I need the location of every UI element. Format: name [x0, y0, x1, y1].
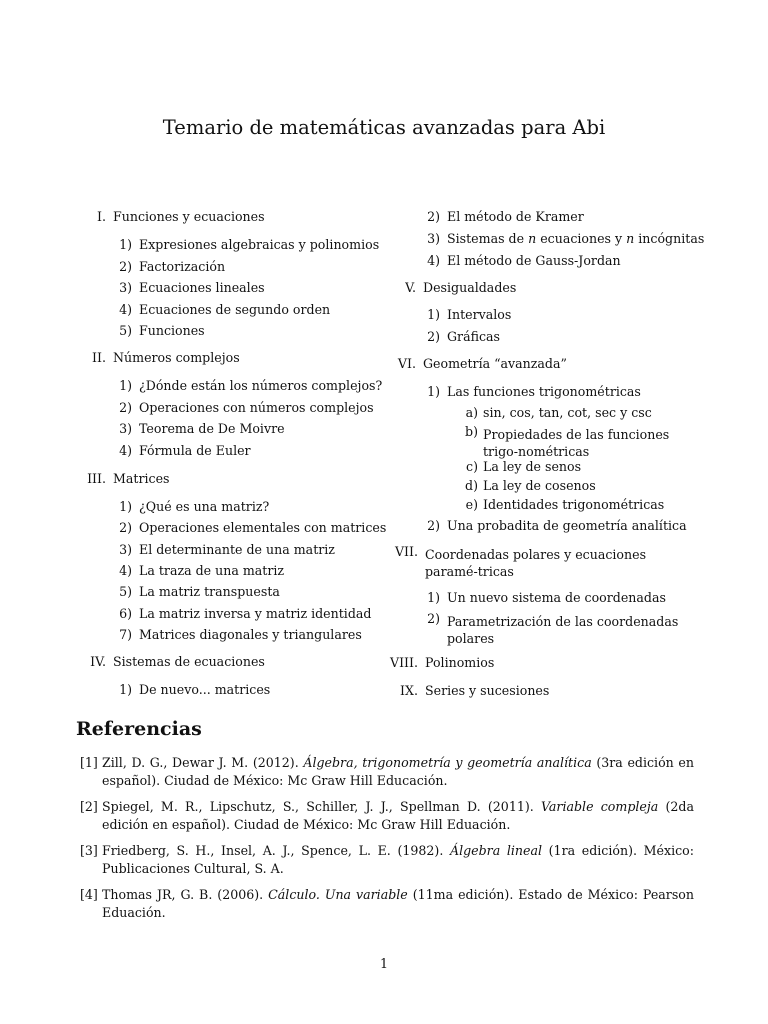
reference-item — [80, 886, 694, 922]
item-text: Ecuaciones lineales — [139, 280, 265, 295]
list-item — [420, 520, 687, 533]
item-text: ¿Qué es una matriz? — [139, 499, 270, 514]
reference-label: [1] — [80, 755, 98, 770]
item-text: Un nuevo sistema de coordenadas — [447, 590, 666, 605]
item-number: 4) — [119, 443, 132, 458]
item-text: sin, cos, tan, cot, sec y csc — [483, 405, 652, 420]
item-text: Matrices diagonales y triangulares — [139, 627, 362, 642]
section-heading — [384, 358, 567, 371]
list-item — [420, 592, 666, 605]
item-text: Parametrización de las coordenadas polares — [447, 614, 679, 646]
section-number: III. — [87, 471, 106, 486]
reference-details: (2da edición en español). Ciudad de México: Mc Graw Hill Eduación. — [102, 799, 694, 832]
reference-text — [102, 886, 694, 922]
item-text: Gráficas — [447, 329, 501, 344]
item-text: Fórmula de Euler — [139, 443, 251, 458]
section-number: V. — [405, 280, 416, 295]
math-variable: n — [528, 231, 537, 246]
item-number: 1) — [119, 682, 132, 697]
item-number: 2) — [427, 611, 440, 626]
reference-label: [3] — [80, 843, 98, 858]
reference-title: Álgebra, trigonometría y geometría analítica — [303, 755, 592, 770]
page-number: 1 — [379, 956, 388, 971]
item-number: 4) — [427, 253, 440, 268]
item-text: Identidades trigonométricas — [483, 497, 665, 512]
item-number: 1) — [119, 378, 132, 393]
list-item — [112, 522, 386, 535]
item-number: 4) — [119, 302, 132, 317]
list-item — [112, 565, 284, 578]
reference-title: Álgebra lineal — [449, 843, 542, 858]
item-text: Factorización — [139, 259, 226, 274]
item-text-part: incógnitas — [634, 231, 705, 246]
item-number: 1) — [119, 237, 132, 252]
item-number: 2) — [119, 400, 132, 415]
section-title: Coordenadas polares y ecuaciones paramé-tricas — [425, 547, 647, 579]
section-number: VIII. — [389, 655, 418, 670]
item-number: 5) — [119, 584, 132, 599]
item-number: 4) — [119, 563, 132, 578]
item-text: Las funciones trigonométricas — [447, 384, 641, 399]
section-number: II. — [92, 350, 106, 365]
item-text: El determinante de una matriz — [139, 542, 335, 557]
list-item — [420, 233, 704, 246]
list-item — [112, 380, 382, 393]
reference-title: Cálculo. Una variable — [268, 887, 408, 902]
section-title: Sistemas de ecuaciones — [113, 654, 265, 669]
reference-authors: Thomas JR, G. B. (2006). — [102, 887, 269, 902]
section-heading — [384, 685, 549, 698]
item-number: d) — [465, 478, 478, 493]
item-text: De nuevo... matrices — [139, 682, 271, 697]
sub-list-item — [458, 499, 664, 512]
item-number: 3) — [119, 421, 132, 436]
sub-list-item — [458, 461, 581, 474]
section-heading — [76, 656, 265, 669]
item-text: La ley de senos — [483, 459, 582, 474]
sub-list-item — [458, 426, 694, 460]
list-item — [112, 586, 280, 599]
list-item — [112, 501, 269, 514]
item-number: 1) — [427, 384, 440, 399]
section-number: I. — [97, 209, 106, 224]
list-item — [112, 445, 251, 458]
item-number: 5) — [119, 323, 132, 338]
section-title: Polinomios — [425, 655, 495, 670]
item-number: 2) — [427, 329, 440, 344]
reference-text — [102, 842, 694, 878]
list-item — [112, 423, 285, 436]
list-item — [112, 608, 371, 621]
item-text: El método de Kramer — [447, 209, 584, 224]
item-text: Propiedades de las funciones trigo-nométricas — [483, 427, 670, 459]
item-number: e) — [465, 497, 478, 512]
item-number: 2) — [119, 520, 132, 535]
list-item — [112, 261, 225, 274]
item-text: La ley de cosenos — [483, 478, 596, 493]
list-item — [112, 684, 270, 697]
section-number: IV. — [90, 654, 106, 669]
reference-details: (11ma edición). Estado de México: Pearson Eduación. — [102, 887, 694, 920]
list-item — [112, 239, 379, 252]
item-number: 1) — [427, 307, 440, 322]
reference-item — [80, 754, 694, 790]
references-heading: Referencias — [76, 718, 202, 740]
item-number: 6) — [119, 606, 132, 621]
section-heading — [384, 282, 516, 295]
reference-authors: Zill, D. G., Dewar J. M. (2012). — [102, 755, 304, 770]
item-text: Una probadita de geometría analítica — [447, 518, 687, 533]
item-text: El método de Gauss-Jordan — [447, 253, 621, 268]
reference-text — [102, 798, 694, 834]
reference-item — [80, 798, 694, 834]
item-text: Intervalos — [447, 307, 512, 322]
item-number: b) — [465, 424, 478, 439]
reference-details: (1ra edición). México: Publicaciones Cultural, S. A. — [102, 843, 694, 876]
item-text: Ecuaciones de segundo orden — [139, 302, 331, 317]
item-number: c) — [466, 459, 478, 474]
list-item — [112, 282, 265, 295]
list-item — [420, 255, 621, 268]
section-title: Funciones y ecuaciones — [113, 209, 265, 224]
list-item — [112, 629, 362, 642]
list-item — [420, 386, 641, 399]
item-number: 3) — [427, 231, 440, 246]
page-title: Temario de matemáticas avanzadas para Abi — [162, 116, 606, 139]
sub-list-item — [458, 480, 596, 493]
section-title: Series y sucesiones — [425, 683, 550, 698]
item-text: ¿Dónde están los números complejos? — [139, 378, 383, 393]
item-text: Operaciones elementales con matrices — [139, 520, 387, 535]
reference-details: (3ra edición en español). Ciudad de México: Mc Graw Hill Educación. — [102, 755, 694, 788]
list-item — [112, 304, 330, 317]
sub-list-item — [458, 407, 652, 420]
item-text: La matriz transpuesta — [139, 584, 280, 599]
list-item — [112, 325, 205, 338]
section-heading — [76, 352, 240, 365]
reference-authors: Friedberg, S. H., Insel, A. J., Spence, L. E. (1982). — [102, 843, 450, 858]
item-text: Funciones — [139, 323, 205, 338]
item-text: Operaciones con números complejos — [139, 400, 374, 415]
section-heading — [384, 546, 696, 580]
list-item — [112, 402, 374, 415]
item-number: 1) — [427, 590, 440, 605]
item-number: 7) — [119, 627, 132, 642]
section-heading — [76, 211, 265, 224]
reference-label: [2] — [80, 799, 98, 814]
section-title: Geometría “avanzada” — [423, 356, 567, 371]
list-item — [420, 211, 584, 224]
section-heading — [384, 657, 494, 670]
item-number: a) — [465, 405, 478, 420]
list-item — [420, 613, 696, 647]
item-number: 2) — [427, 518, 440, 533]
section-number: VII. — [394, 544, 418, 559]
list-item — [112, 544, 335, 557]
item-text: Teorema de De Moivre — [139, 421, 285, 436]
section-number: IX. — [400, 683, 418, 698]
item-text: La traza de una matriz — [139, 563, 285, 578]
reference-title: Variable compleja — [540, 799, 659, 814]
reference-text — [102, 754, 694, 790]
item-text-part: Sistemas de — [447, 231, 529, 246]
section-title: Números complejos — [113, 350, 240, 365]
item-number: 1) — [119, 499, 132, 514]
reference-authors: Spiegel, M. R., Lipschutz, S., Schiller, J. J., Spellman D. (2011). — [102, 799, 541, 814]
item-number: 3) — [119, 542, 132, 557]
section-title: Matrices — [113, 471, 170, 486]
math-variable: n — [626, 231, 635, 246]
item-number: 2) — [119, 259, 132, 274]
item-number: 3) — [119, 280, 132, 295]
reference-item — [80, 842, 694, 878]
reference-label: [4] — [80, 887, 98, 902]
item-text: La matriz inversa y matriz identidad — [139, 606, 372, 621]
section-number: VI. — [397, 356, 416, 371]
list-item — [420, 331, 500, 344]
item-number: 2) — [427, 209, 440, 224]
item-text-part: ecuaciones y — [536, 231, 627, 246]
section-heading — [76, 473, 169, 486]
section-title: Desigualdades — [423, 280, 517, 295]
item-text — [447, 233, 704, 246]
item-text: Expresiones algebraicas y polinomios — [139, 237, 380, 252]
list-item — [420, 309, 511, 322]
